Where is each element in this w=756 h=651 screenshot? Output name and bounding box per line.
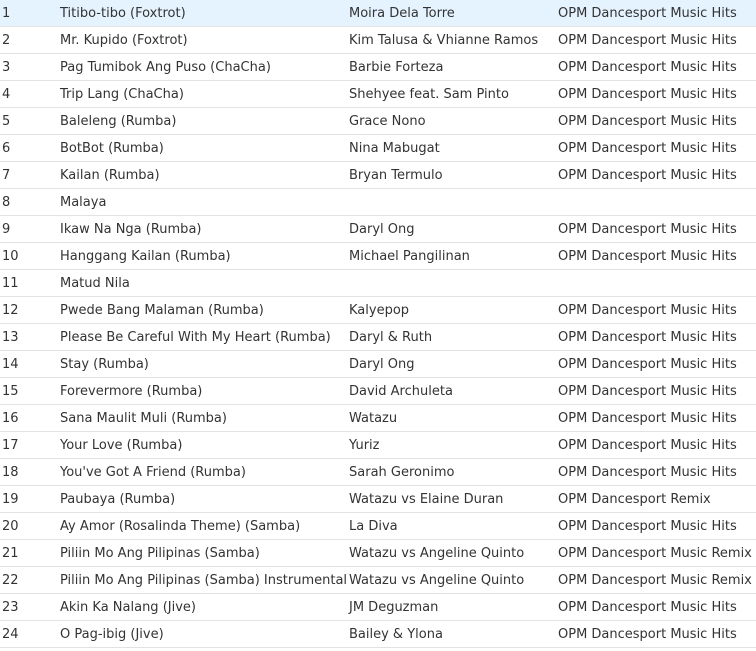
track-row[interactable] (0, 81, 756, 108)
track-album: OPM Dancesport Music Hits (558, 330, 737, 345)
track-artist: Shehyee feat. Sam Pinto (349, 87, 509, 102)
track-number: 11 (2, 276, 19, 291)
track-artist: Daryl Ong (349, 222, 415, 237)
track-album: OPM Dancesport Music Hits (558, 6, 737, 21)
track-title: Stay (Rumba) (60, 357, 149, 372)
track-row[interactable] (0, 108, 756, 135)
track-title: Titibo-tibo (Foxtrot) (60, 6, 186, 21)
track-number: 1 (2, 6, 11, 21)
track-number: 8 (2, 195, 11, 210)
track-artist: David Archuleta (349, 384, 453, 399)
track-album: OPM Dancesport Music Hits (558, 168, 737, 183)
track-number: 20 (2, 519, 19, 534)
track-album: OPM Dancesport Music Hits (558, 141, 737, 156)
track-number: 13 (2, 330, 19, 345)
track-number: 24 (2, 627, 19, 642)
track-number: 2 (2, 33, 11, 48)
track-title: Baleleng (Rumba) (60, 114, 177, 129)
track-number: 18 (2, 465, 19, 480)
track-title: Paubaya (Rumba) (60, 492, 176, 507)
track-title: BotBot (Rumba) (60, 141, 164, 156)
track-title: Forevermore (Rumba) (60, 384, 203, 399)
track-artist: Bryan Termulo (349, 168, 443, 183)
track-number: 3 (2, 60, 11, 75)
track-row[interactable] (0, 594, 756, 621)
track-album: OPM Dancesport Music Hits (558, 600, 737, 615)
track-title: Kailan (Rumba) (60, 168, 160, 183)
track-album: OPM Dancesport Music Hits (558, 357, 737, 372)
track-number: 9 (2, 222, 11, 237)
track-artist: Watazu (349, 411, 398, 426)
track-row[interactable] (0, 243, 756, 270)
track-row[interactable] (0, 324, 756, 351)
track-album: OPM Dancesport Music Hits (558, 465, 737, 480)
track-row[interactable] (0, 270, 756, 297)
track-title: Hanggang Kailan (Rumba) (60, 249, 231, 264)
track-title: O Pag-ibig (Jive) (60, 627, 164, 642)
track-title: Mr. Kupido (Foxtrot) (60, 33, 188, 48)
track-number: 21 (2, 546, 19, 561)
track-title: Sana Maulit Muli (Rumba) (60, 411, 227, 426)
track-album: OPM Dancesport Music Remix (558, 546, 752, 561)
track-row[interactable] (0, 162, 756, 189)
track-artist: Michael Pangilinan (349, 249, 470, 264)
track-artist: Kim Talusa & Vhianne Ramos (349, 33, 539, 48)
track-artist: Bailey & Ylona (349, 627, 443, 642)
track-row[interactable] (0, 54, 756, 81)
track-number: 4 (2, 87, 11, 102)
track-title: You've Got A Friend (Rumba) (60, 465, 246, 480)
track-row[interactable] (0, 378, 756, 405)
track-number: 12 (2, 303, 19, 318)
track-artist: Daryl Ong (349, 357, 415, 372)
track-title: Akin Ka Nalang (Jive) (60, 600, 196, 615)
track-album: OPM Dancesport Music Hits (558, 519, 737, 534)
track-title: Ikaw Na Nga (Rumba) (60, 222, 202, 237)
track-row[interactable] (0, 486, 756, 513)
track-row[interactable] (0, 459, 756, 486)
track-album: OPM Dancesport Music Hits (558, 33, 737, 48)
track-album: OPM Dancesport Music Hits (558, 303, 737, 318)
track-row[interactable] (0, 189, 756, 216)
track-row[interactable] (0, 513, 756, 540)
track-artist: Daryl & Ruth (349, 330, 433, 345)
track-title: Your Love (Rumba) (60, 438, 183, 453)
track-number: 7 (2, 168, 11, 183)
track-artist: Nina Mabugat (349, 141, 440, 156)
track-artist: JM Deguzman (349, 600, 439, 615)
track-artist: Barbie Forteza (349, 60, 444, 75)
track-number: 10 (2, 249, 19, 264)
track-album: OPM Dancesport Music Hits (558, 249, 737, 264)
track-album: OPM Dancesport Music Hits (558, 411, 737, 426)
track-artist: Yuriz (349, 438, 380, 453)
track-number: 17 (2, 438, 19, 453)
track-row[interactable] (0, 567, 756, 594)
track-title: Piliin Mo Ang Pilipinas (Samba) (60, 546, 260, 561)
track-number: 6 (2, 141, 11, 156)
track-album: OPM Dancesport Music Hits (558, 384, 737, 399)
track-number: 14 (2, 357, 19, 372)
track-album: OPM Dancesport Music Hits (558, 87, 737, 102)
track-album: OPM Dancesport Music Hits (558, 438, 737, 453)
track-title: Piliin Mo Ang Pilipinas (Samba) Instrumental (60, 573, 348, 588)
track-row[interactable] (0, 135, 756, 162)
track-artist: Kalyepop (349, 303, 410, 318)
track-number: 22 (2, 573, 19, 588)
track-artist: Watazu vs Angeline Quinto (349, 546, 525, 561)
track-title: Ay Amor (Rosalinda Theme) (Samba) (60, 519, 301, 534)
track-album: OPM Dancesport Music Hits (558, 627, 737, 642)
track-row[interactable] (0, 405, 756, 432)
track-number: 16 (2, 411, 19, 426)
track-artist: Watazu vs Angeline Quinto (349, 573, 525, 588)
track-artist: Grace Nono (349, 114, 426, 129)
track-row[interactable] (0, 297, 756, 324)
track-album: OPM Dancesport Music Hits (558, 222, 737, 237)
track-row[interactable] (0, 351, 756, 378)
track-album: OPM Dancesport Music Hits (558, 60, 737, 75)
track-album: OPM Dancesport Music Remix (558, 573, 752, 588)
track-album: OPM Dancesport Music Hits (558, 114, 737, 129)
track-title: Trip Lang (ChaCha) (60, 87, 184, 102)
track-artist: La Diva (349, 519, 398, 534)
track-artist: Sarah Geronimo (349, 465, 455, 480)
track-title: Pwede Bang Malaman (Rumba) (60, 303, 264, 318)
track-number: 19 (2, 492, 19, 507)
track-row[interactable] (0, 216, 756, 243)
track-artist: Moira Dela Torre (349, 6, 455, 21)
track-number: 5 (2, 114, 11, 129)
track-title: Pag Tumibok Ang Puso (ChaCha) (60, 60, 271, 75)
track-title: Please Be Careful With My Heart (Rumba) (60, 330, 331, 345)
track-row[interactable] (0, 0, 756, 27)
track-row[interactable] (0, 27, 756, 54)
track-artist: Watazu vs Elaine Duran (349, 492, 504, 507)
track-row[interactable] (0, 540, 756, 567)
track-title: Matud Nila (60, 276, 130, 291)
track-album: OPM Dancesport Remix (558, 492, 711, 507)
track-number: 23 (2, 600, 19, 615)
track-title: Malaya (60, 195, 107, 210)
track-number: 15 (2, 384, 19, 399)
track-row[interactable] (0, 432, 756, 459)
track-row[interactable] (0, 621, 756, 648)
